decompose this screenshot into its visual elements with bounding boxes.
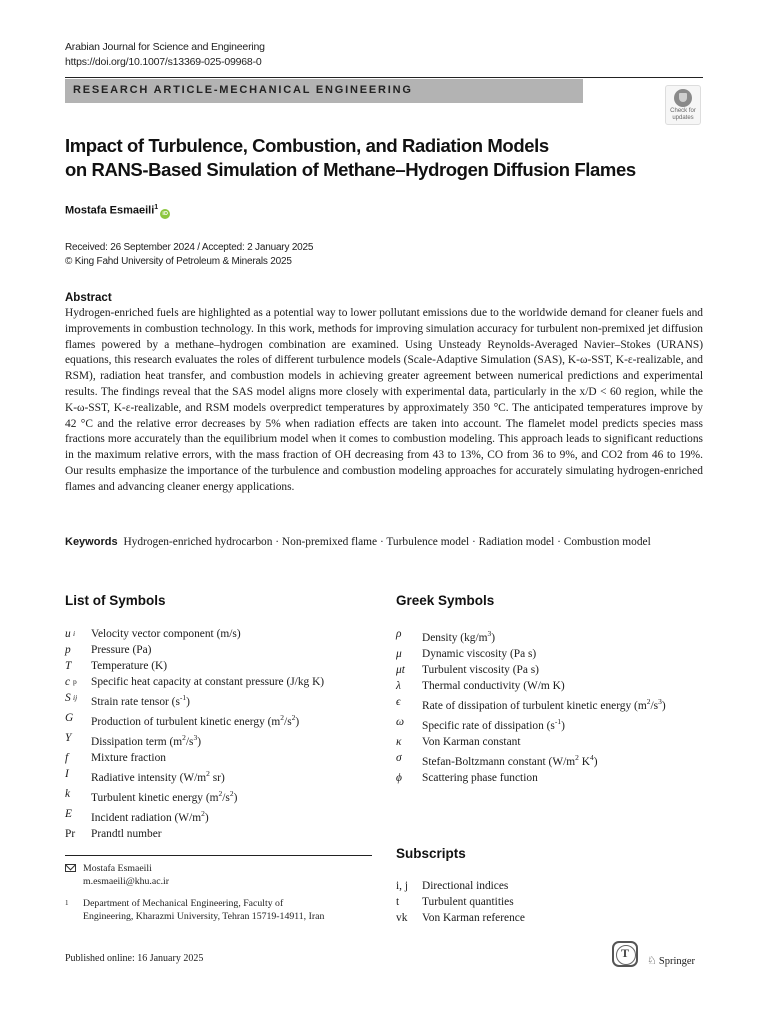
symbol-row — [65, 690, 385, 710]
symbol: f — [65, 752, 69, 765]
symbol: k — [65, 788, 71, 801]
symbol: T — [65, 660, 72, 673]
check-updates-line1: Check for — [670, 108, 696, 114]
symbol-row — [65, 786, 385, 806]
keywords-text: Hydrogen-enriched hydrocarbon · Non-premixed flame · Turbulence model · Radiation model · Combustion model — [123, 536, 651, 548]
superscript: 3 — [193, 733, 198, 743]
description-text: Stefan-Boltzmann constant (W/m — [422, 755, 576, 768]
symbol: ρ — [396, 628, 402, 640]
journal-header — [65, 40, 265, 70]
description-text: Turbulent quantities — [422, 896, 514, 909]
symbol-subscript: i — [73, 629, 76, 638]
superscript: 3 — [487, 629, 492, 638]
symbol-row — [65, 766, 385, 786]
description-text: Density (kg/m — [422, 631, 488, 644]
orcid-icon[interactable]: iD — [160, 209, 170, 219]
symbol-description — [422, 678, 565, 694]
symbol-description — [422, 750, 597, 770]
keywords — [65, 534, 703, 550]
article-dates — [65, 241, 313, 269]
symbol: vk — [396, 912, 408, 925]
header-rule — [65, 77, 703, 78]
contact-name: Mostafa Esmaeili — [83, 863, 152, 874]
affiliation-line-2: Engineering, Kharazmi University, Tehran 15719-14911, Iran — [83, 911, 325, 922]
contact-email[interactable]: m.esmaeili@khu.ac.ir — [83, 876, 170, 887]
description-text: /s — [284, 716, 292, 729]
affiliation-line-1: Department of Mechanical Engineering, Faculty of — [83, 898, 284, 909]
description-text: /s — [222, 791, 230, 804]
symbol-row — [396, 770, 716, 786]
description-text: Thermal conductivity (W/m K) — [422, 680, 565, 693]
superscript: 2 — [291, 713, 296, 723]
symbol-row — [396, 894, 716, 910]
description-text: ) — [197, 735, 202, 748]
symbol-description — [91, 674, 324, 690]
symbol-row — [65, 826, 385, 842]
description-text: Directional indices — [422, 880, 509, 892]
symbol: Pr — [65, 827, 76, 840]
symbol-row — [65, 674, 385, 690]
symbol-row — [396, 694, 716, 714]
journal-name: Arabian Journal for Science and Engineering — [65, 41, 265, 53]
symbol-description — [422, 894, 514, 910]
description-text: Von Karman reference — [422, 912, 525, 925]
symbol-description — [422, 734, 521, 750]
description-text: Von Karman constant — [422, 735, 521, 748]
description-text: Specific rate of dissipation (s — [422, 719, 555, 732]
description-text: Pressure (Pa) — [91, 644, 152, 657]
description-text: Strain rate tensor (s — [91, 696, 180, 709]
superscript: 2 — [218, 789, 223, 799]
superscript: 4 — [589, 753, 594, 763]
subscripts-list — [396, 878, 716, 926]
description-text: Mixture fraction — [91, 752, 166, 765]
symbol-description — [91, 786, 237, 806]
symbol-description — [91, 806, 209, 826]
description-text: ) — [561, 719, 565, 732]
superscript: -1 — [554, 717, 562, 727]
symbol-description — [91, 690, 190, 710]
abstract-heading: Abstract — [65, 292, 112, 304]
description-text: Dynamic viscosity (Pa s) — [422, 647, 537, 660]
symbol-description — [91, 750, 166, 766]
symbol-row — [396, 678, 716, 694]
description-text: ) — [593, 755, 598, 768]
symbol-row — [396, 662, 716, 678]
symbol-row — [396, 750, 716, 770]
description-text: Prandtl number — [91, 827, 162, 840]
published-date: Published online: 16 January 2025 — [65, 953, 204, 964]
symbol-row — [65, 730, 385, 750]
symbol-description — [91, 766, 225, 786]
superscript: 2 — [206, 769, 210, 779]
description-text: Temperature (K) — [91, 660, 168, 673]
symbol: ϵ — [396, 696, 401, 709]
description-text: ) — [233, 791, 238, 804]
affiliation — [65, 897, 375, 923]
symbol-description — [91, 626, 241, 642]
symbol-row — [65, 658, 385, 674]
symbol: σ — [396, 752, 402, 765]
symbol: S — [65, 692, 71, 705]
description-text: Turbulent viscosity (Pa s) — [422, 663, 539, 676]
symbols-list — [65, 626, 385, 842]
symbol-description — [422, 878, 508, 894]
superscript: 2 — [575, 753, 579, 763]
title-line-2: on RANS-Based Simulation of Methane–Hydrogen Diffusion Flames — [65, 159, 636, 180]
check-updates-line2: updates — [672, 115, 694, 121]
superscript: 2 — [182, 733, 186, 743]
description-text: ) — [661, 699, 666, 712]
symbol-row — [65, 750, 385, 766]
springer-logo — [647, 954, 695, 967]
article-title — [65, 134, 705, 182]
description-text: Dissipation term (m — [91, 735, 183, 748]
bookmark-icon — [674, 89, 692, 107]
affiliation-number: 1 — [65, 899, 69, 907]
description-text: sr) — [209, 771, 225, 784]
symbol-row — [396, 878, 716, 894]
symbol-description — [91, 826, 162, 842]
symbol: Y — [65, 732, 72, 745]
symbol: p — [65, 644, 71, 657]
symbol: E — [65, 807, 72, 820]
copyright: © King Fahd University of Petroleum & Minerals 2025 — [65, 256, 292, 267]
description-text: K — [578, 755, 590, 768]
symbol-description — [422, 662, 539, 678]
author-line — [65, 204, 170, 219]
description-text: Scattering phase function — [422, 771, 538, 784]
received-accepted: Received: 26 September 2024 / Accepted: 2 January 2025 — [65, 242, 314, 253]
description-text: Radiative intensity (W/m — [91, 771, 207, 784]
symbol-description — [422, 714, 565, 734]
symbol: I — [65, 768, 69, 781]
symbol: λ — [396, 680, 401, 693]
symbol-subscript: p — [73, 677, 77, 687]
description-text: Specific heat capacity at constant pressure (J/kg K) — [91, 676, 325, 689]
symbol: κ — [396, 735, 402, 748]
symbol: u — [65, 628, 71, 640]
description-text: Incident radiation (W/m — [91, 811, 202, 824]
symbols-heading: List of Symbols — [65, 593, 166, 608]
symbol-description — [422, 646, 536, 662]
symbol-description — [91, 710, 299, 730]
description-text: Production of turbulent kinetic energy (m — [91, 716, 281, 729]
symbol-row — [65, 806, 385, 826]
symbol: G — [65, 712, 74, 725]
corresponding-author — [65, 862, 375, 888]
symbol-row — [396, 734, 716, 750]
symbol: ω — [396, 716, 405, 729]
symbol-description — [422, 694, 666, 714]
keywords-label: Keywords — [65, 536, 118, 548]
symbol: μ — [396, 647, 402, 660]
superscript: 3 — [658, 697, 662, 707]
footnotes — [65, 862, 375, 923]
symbol: i, j — [396, 880, 409, 892]
doi-link[interactable]: https://doi.org/10.1007/s13369-025-09968-0 — [65, 56, 262, 68]
symbol-row — [396, 910, 716, 926]
symbol-row — [65, 710, 385, 730]
envelope-icon — [65, 864, 76, 872]
greek-symbols-list — [396, 626, 716, 786]
symbol-row — [396, 646, 716, 662]
description-text: ) — [491, 631, 496, 644]
superscript: -1 — [179, 693, 187, 703]
symbol-row — [396, 626, 716, 646]
superscript: 2 — [646, 697, 651, 707]
superscript: 2 — [201, 808, 205, 818]
symbol: t — [396, 896, 400, 909]
description-text: ) — [295, 716, 300, 729]
symbol-description — [91, 642, 151, 658]
symbol-description — [422, 626, 495, 646]
symbol-row — [65, 642, 385, 658]
description-text: /s — [185, 735, 194, 748]
description-text: Rate of dissipation of turbulent kinetic energy (m — [422, 699, 647, 712]
symbol-description — [91, 658, 167, 674]
springer-horse-icon: ♘ — [647, 955, 657, 967]
title-line-1: Impact of Turbulence, Combustion, and Radiation Models — [65, 135, 549, 156]
symbol-description — [91, 730, 201, 750]
symbol-description — [422, 910, 525, 926]
publisher-name: Springer — [658, 956, 696, 967]
subscripts-heading: Subscripts — [396, 846, 466, 861]
description-text: /s — [650, 699, 659, 712]
description-text: Turbulent kinetic energy (m — [91, 791, 219, 804]
symbol: μt — [396, 663, 405, 676]
superscript: 2 — [280, 713, 285, 723]
check-for-updates-button[interactable] — [665, 85, 701, 125]
author-name[interactable]: Mostafa Esmaeili — [65, 204, 155, 217]
description-text: ) — [186, 696, 190, 709]
superscript: 2 — [229, 789, 234, 799]
article-type-label: RESEARCH ARTICLE-MECHANICAL ENGINEERING — [73, 84, 413, 96]
symbol-subscript: ij — [73, 693, 78, 703]
article-type-banner — [65, 79, 583, 103]
symbol-description — [422, 770, 538, 786]
description-text: ) — [204, 811, 209, 824]
footnote-rule — [65, 855, 372, 856]
abstract-text: Hydrogen-enriched fuels are highlighted as a potential way to lower pollutant emissions due to the worldwide demand for cleaner fuels and improvements in combustion technology. In this work, methods for improving simulation accuracy for turbulent non-premixed jet diffusion flames powered by a methane–hydrogen combination are examined. Using Unsteady Reynolds-Averaged Navier–Stokes (URANS) equations, this research evaluates the roles of different turbulence models (Scale-Adaptive Simulation (SAS), K-ω-SST, K-ε-realizable, and RSM), radiation heat transfer, and combustion models in achieving greater agreement between numerical predictions and experimental results. The findings reveal that the SAS model aligns more closely with experimental data, particularly in the x/D < 60 region, while the K-ω-SST, K-ε-realizable, and RSM models overpredict temperatures by approximately 350 °C. The anticipated temperatures improve by 42 °C and the relative error decreases by 5% when radiation effects are taken into account. The flamelet model predicts species mass fractions more accurately than the equilibrium model when it comes to combustion modeling. This approach leads to significant reductions in the maximum relative errors, with the mass fraction of OH decreasing from 43 to 13%, CO from 36 to 9%, and CO2 from 46 to 19%. Our results emphasize the importance of the turbulence and combustion modeling approaches for accurately simulating hydrogen-enriched flames and advancing cleaner energy applications. — [65, 307, 703, 493]
symbol-row — [396, 714, 716, 734]
symbol-row — [65, 626, 385, 642]
symbol: c — [65, 676, 71, 689]
greek-symbols-heading: Greek Symbols — [396, 593, 495, 608]
symbol: ϕ — [396, 771, 402, 784]
affiliation-mark: 1 — [154, 204, 159, 211]
kfupm-logo-icon: T — [612, 941, 638, 967]
description-text: Velocity vector component (m/s) — [91, 628, 241, 640]
